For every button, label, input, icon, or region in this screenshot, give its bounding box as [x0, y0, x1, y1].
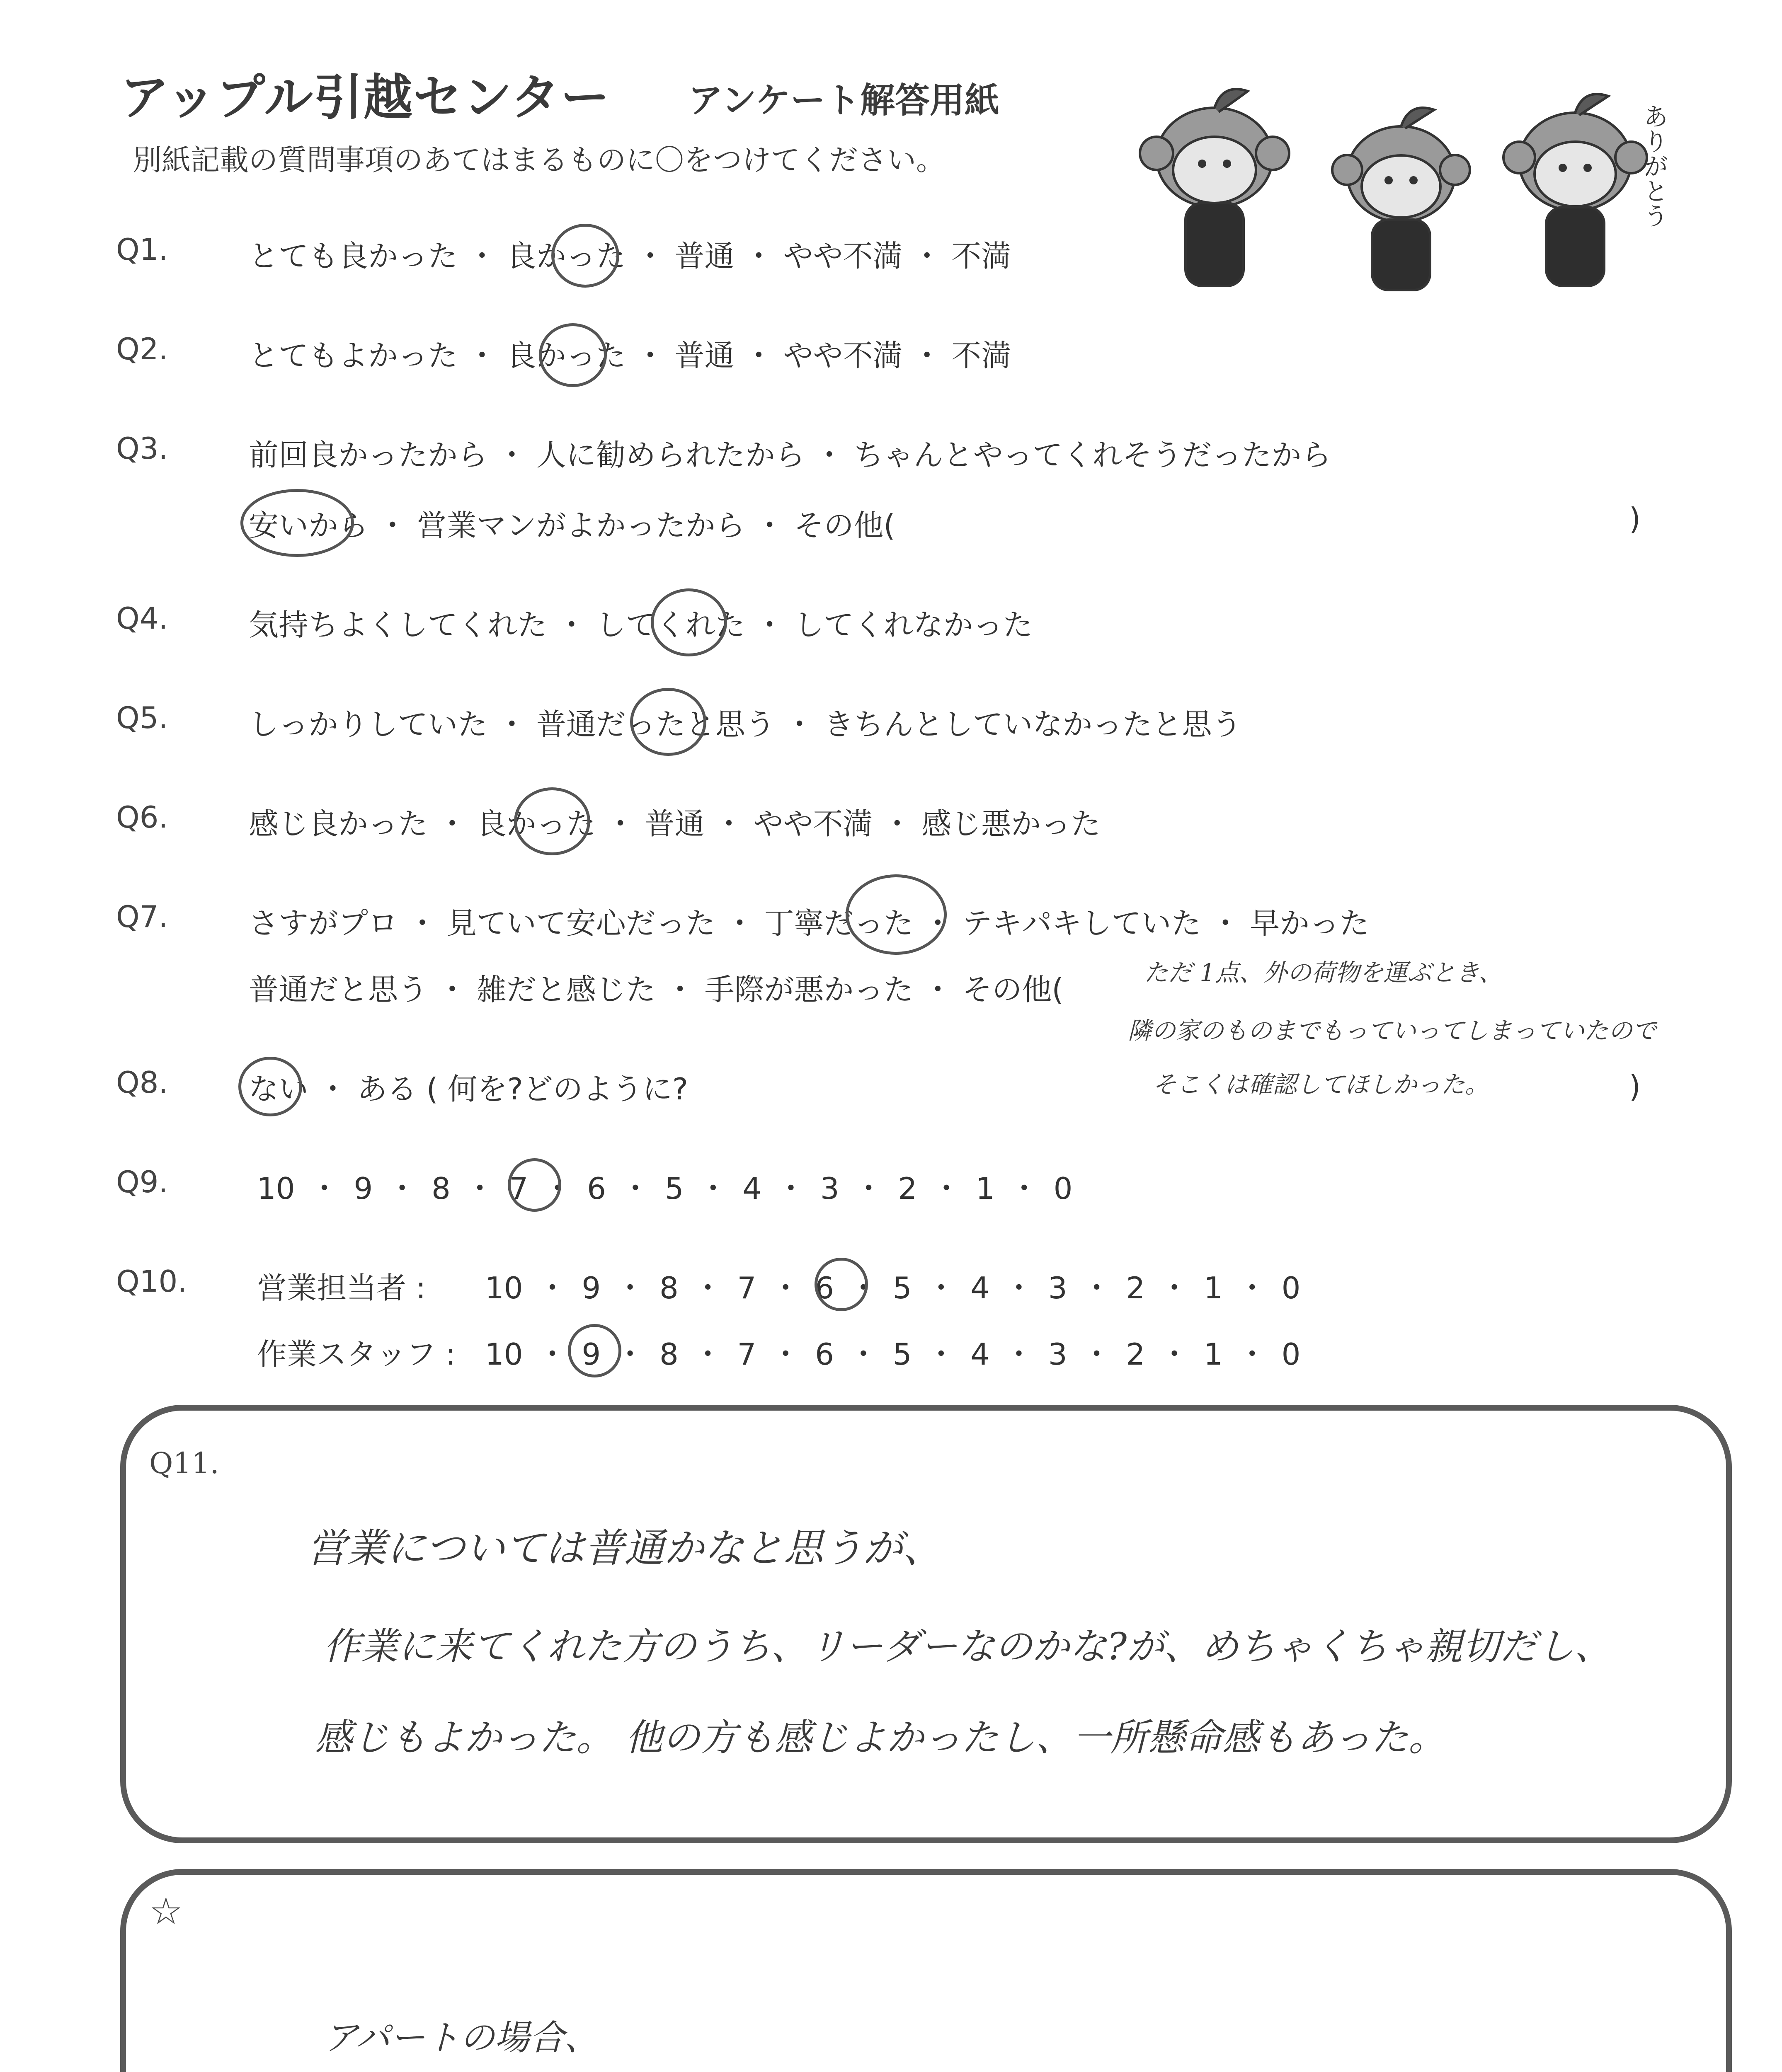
q8-answer-circle	[238, 1057, 302, 1116]
q3-options-line2[interactable]: 安いから ・ 営業マンがよかったから ・ その他(	[249, 508, 895, 543]
q3-options-line1[interactable]: 前回良かったから ・ 人に勧められたから ・ ちゃんとやってくれそうだったから	[249, 438, 1331, 472]
q2-answer-circle	[539, 323, 607, 387]
q4-options[interactable]: 気持ちよくしてくれた ・ してくれた ・ してくれなかった	[249, 608, 1033, 642]
q1-answer-circle	[551, 224, 619, 288]
q11-handwritten-line1: 営業については普通かなと思うが、	[307, 1525, 943, 1571]
q10-staff-scale[interactable]: 10 ・ 9 ・ 8 ・ 7 ・ 6 ・ 5 ・ 4 ・ 3 ・ 2 ・ 1 ・ 0	[485, 1337, 1301, 1372]
q3-answer-circle	[240, 489, 354, 557]
q1-options[interactable]: とても良かった ・ 良かった ・ 普通 ・ やや不満 ・ 不満	[249, 239, 1011, 274]
q10-sales-label: 営業担当者 :	[257, 1271, 426, 1305]
q1-label: Q1.	[116, 232, 168, 267]
q9-label: Q9.	[116, 1164, 168, 1199]
q8-label: Q8.	[116, 1065, 168, 1100]
q7-handwritten-line1: ただ 1点、外の荷物を運ぶとき、	[1144, 959, 1503, 987]
q10-sales-answer-circle	[815, 1258, 868, 1311]
q10-staff-label: 作業スタッフ :	[257, 1337, 456, 1372]
q3-close-paren: )	[1629, 501, 1641, 536]
q8-options[interactable]: ない ・ ある ( 何を?どのように?	[249, 1072, 689, 1106]
q9-answer-circle	[508, 1158, 561, 1212]
q7-label: Q7.	[116, 899, 168, 934]
q2-label: Q2.	[116, 332, 168, 366]
star-label: ☆	[149, 1890, 183, 1933]
q7-answer-circle	[846, 874, 947, 955]
instruction-text: 別紙記載の質問事項のあてはまるものに〇をつけてください。	[133, 143, 945, 177]
q9-scale[interactable]: 10 ・ 9 ・ 8 ・ 7 ・ 6 ・ 5 ・ 4 ・ 3 ・ 2 ・ 1 ・ 0	[257, 1171, 1073, 1206]
q4-label: Q4.	[116, 601, 168, 636]
thanks-text: ありがとう	[1639, 104, 1668, 228]
page-subtitle: アンケート解答用紙	[688, 80, 999, 121]
q5-answer-circle	[630, 688, 706, 756]
monkey-mascots-illustration	[1119, 66, 1716, 298]
q10-label: Q10.	[116, 1264, 187, 1299]
q6-answer-circle	[514, 787, 590, 855]
q7-handwritten-line2: 隣の家のものまでもっていってしまっていたので	[1127, 1017, 1657, 1045]
q3-label: Q3.	[116, 431, 168, 466]
q5-options[interactable]: しっかりしていた ・ 普通だったと思う ・ きちんとしていなかったと思う	[249, 707, 1242, 742]
q10-sales-scale[interactable]: 10 ・ 9 ・ 8 ・ 7 ・ 6 ・ 5 ・ 4 ・ 3 ・ 2 ・ 1 ・ 0	[485, 1271, 1301, 1305]
q7-options-line1[interactable]: さすがプロ ・ 見ていて安心だった ・ 丁寧だった ・ テキパキしていた ・ 早かった	[249, 906, 1370, 941]
q11-label: Q11.	[149, 1446, 219, 1480]
q6-label: Q6.	[116, 800, 168, 835]
q2-options[interactable]: とてもよかった ・ 良かった ・ 普通 ・ やや不満 ・ 不満	[249, 338, 1011, 373]
page-title: アップル引越センター	[120, 69, 611, 126]
star-handwritten-line1: アパートの場合、	[323, 2017, 599, 2058]
q6-options[interactable]: 感じ良かった ・ 良かった ・ 普通 ・ やや不満 ・ 感じ悪かった	[249, 806, 1101, 841]
q8-close-paren: )	[1629, 1069, 1641, 1104]
q4-answer-circle	[651, 588, 727, 656]
q5-label: Q5.	[116, 700, 168, 735]
q10-staff-answer-circle	[568, 1324, 621, 1377]
q11-handwritten-line3: 感じもよかった。 他の方も感じよかったし、一所懸命感もあった。	[315, 1716, 1446, 1760]
q7-options-line2[interactable]: 普通だと思う ・ 雑だと感じた ・ 手際が悪かった ・ その他(	[249, 972, 1064, 1007]
q11-handwritten-line2: 作業に来てくれた方のうち、リーダーなのかな?が、めちゃくちゃ親切だし、	[323, 1625, 1612, 1668]
q7-handwritten-line3: そこくは確認してほしかった。	[1152, 1070, 1489, 1099]
